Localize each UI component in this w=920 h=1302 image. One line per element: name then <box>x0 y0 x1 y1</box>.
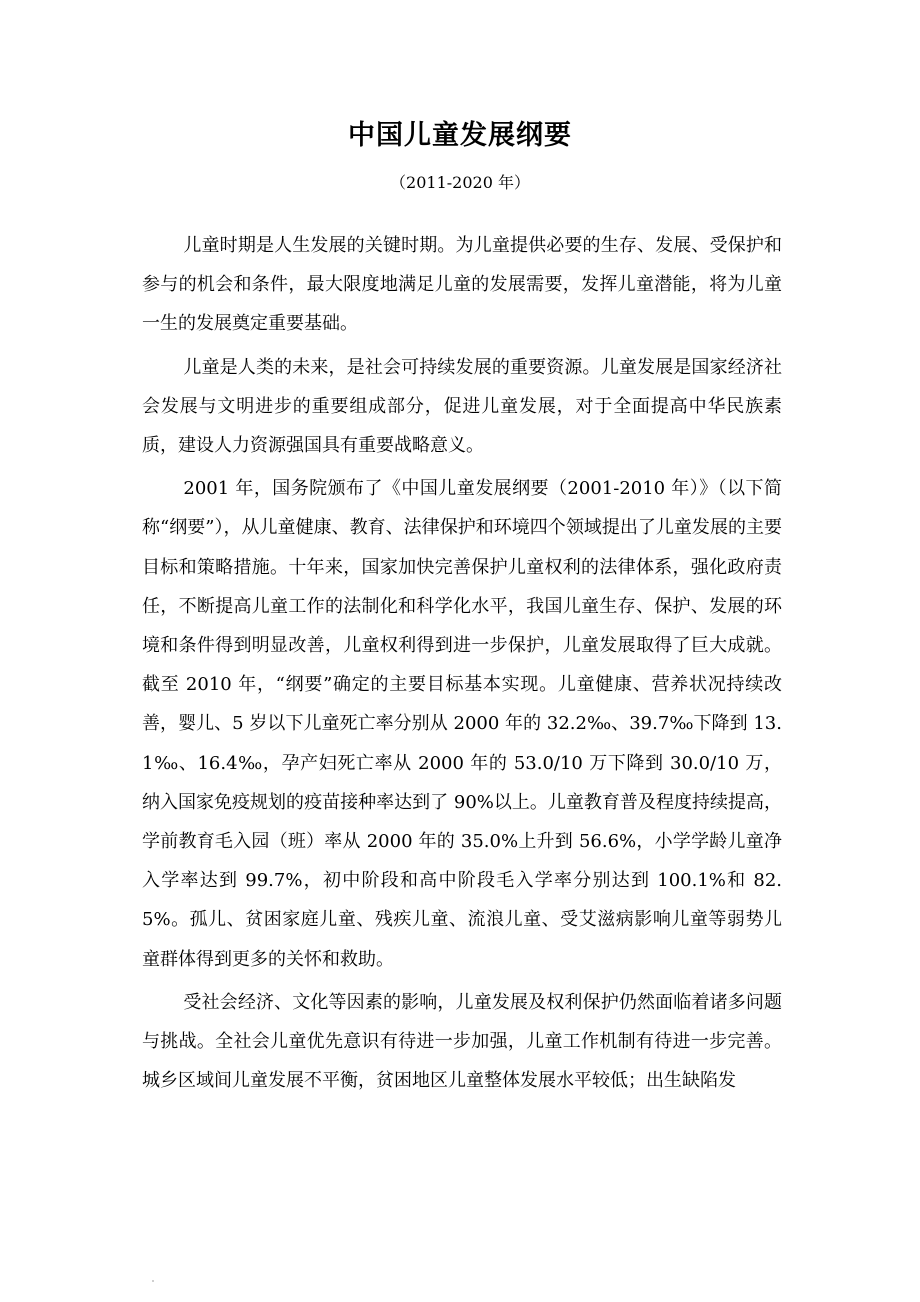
paragraph-challenges: 受社会经济、文化等因素的影响，儿童发展及权利保护仍然面临着诸多问题与挑战。全社会儿童优先意识有待进一步加强，儿童工作机制有待进一步完善。城乡区域间儿童发展不平衡，贫困地区儿童整体发展水平较低；出生缺陷发 <box>142 991 782 1092</box>
document-title: 中国儿童发展纲要 <box>348 120 572 151</box>
page-mark <box>152 1280 154 1282</box>
paragraph-intro: 儿童时期是人生发展的关键时期。为儿童提供必要的生存、发展、受保护和参与的机会和条件，最大限度地满足儿童的发展需要，发挥儿童潜能，将为儿童一生的发展奠定重要基础。 <box>142 235 782 335</box>
paragraph-achievements: 2001 年，国务院颁布了《中国儿童发展纲要（2001-2010 年）》（以下简称“纲要”），从儿童健康、教育、法律保护和环境四个领域提出了儿童发展的主要目标和策略措施。十年来，国家加快完善保护儿童权利的法律体系，强化政府责任，不断提高儿童工作的法制化和科学化水平，我国儿童生存、保护、发展的环境和条件得到明显改善，儿童权利得到进一步保护，儿童发展取得了巨大成就。截至 2010 年，“纲要”确定的主要目标基本实现。儿童健康、营养状况持续改善，婴儿、5 岁以下儿童死亡率分别从 2000 年的 32.2‰、39.7‰下降到 13.1‰、16.4‰，孕产妇死亡率从 2000 年的 53.0/10 万下降到 30.0/10 万，纳入国家免疫规划的疫苗接种率达到了 90%以上。儿童教育普及程度持续提高，学前教育毛入园（班）率从 2000 年的 35.0%上升到 56.6%，小学学龄儿童净入学率达到 99.7%，初中阶段和高中阶段毛入学率分别达到 100.1%和 82.5%。孤儿、贫困家庭儿童、残疾儿童、流浪儿童、受艾滋病影响儿童等弱势儿童群体得到更多的关怀和救助。 <box>142 478 782 970</box>
document-subtitle: （2011-2020 年） <box>390 173 530 192</box>
document-body <box>142 226 782 1104</box>
paragraph-future: 儿童是人类的未来，是社会可持续发展的重要资源。儿童发展是国家经济社会发展与文明进步的重要组成部分，促进儿童发展，对于全面提高中华民族素质，建设人力资源强国具有重要战略意义。 <box>142 356 782 457</box>
